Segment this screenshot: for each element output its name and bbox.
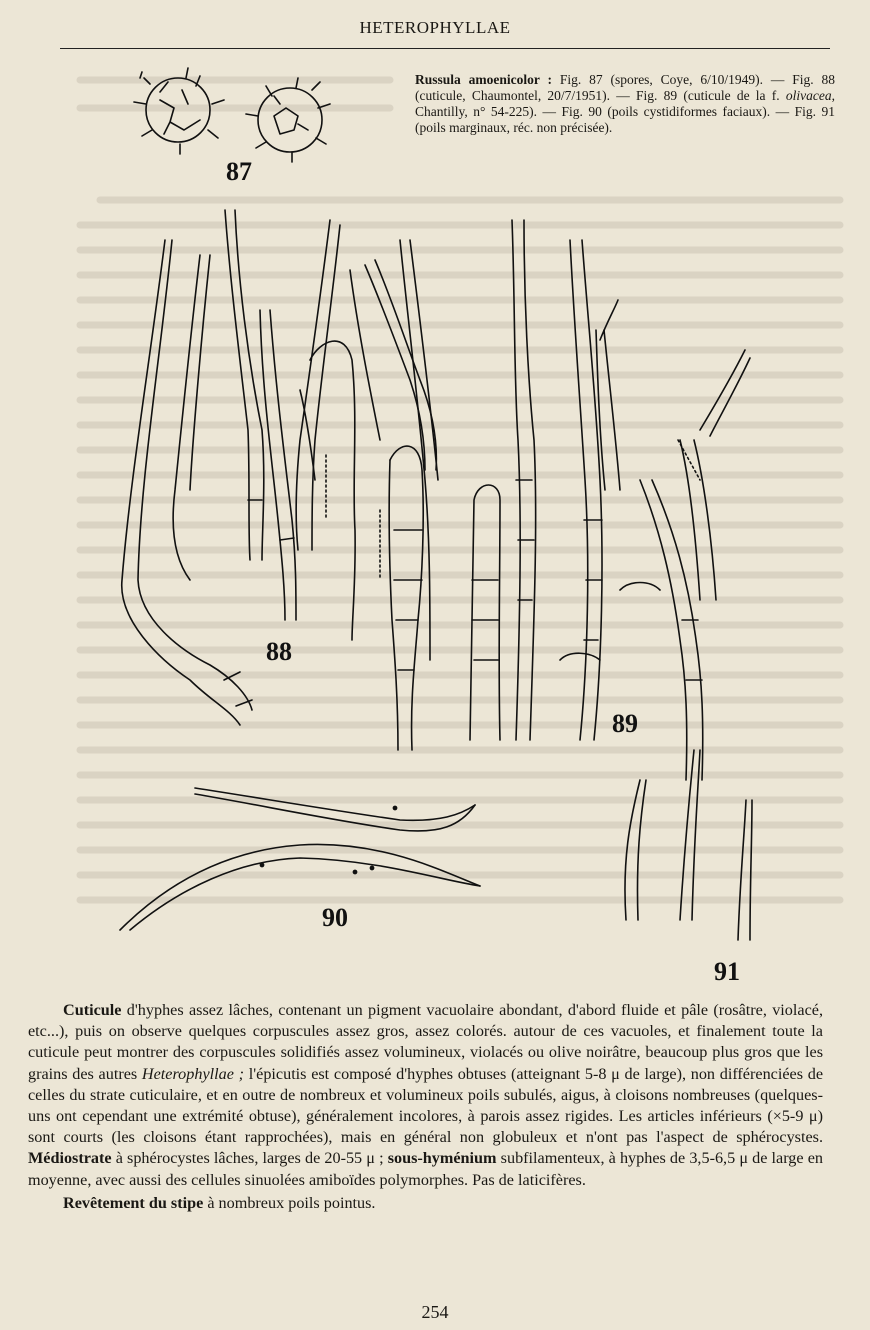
cuticule-text-1: d'hyphes assez lâches, contenant un pigment vacuolaire abondant, d'abord fluide et pâle (rosâtre, violacé, etc...), puis on observe quelques corpuscules assez gros, assez colorés. autour de ces vacuoles, et finalement toute la cuticule peut montrer des corpuscules solidifiés assez volumineux, violacés ou olive noirâtre, beaucoup plus gros que les grains des autres (28, 1001, 823, 1083)
cuticule-paragraph (28, 1000, 823, 1191)
soushymenium-heading: sous-hyménium (387, 1149, 497, 1168)
figure-drawings (0, 60, 870, 990)
facial-hairs-drawing (120, 788, 480, 930)
cuticule-heading: Cuticule (63, 1001, 122, 1019)
running-header: HETEROPHYLLAE (359, 18, 511, 37)
figure-88-label: 88 (266, 637, 292, 666)
caption-text-part1: Fig. 87 (spores, Coye, 6/10/1949). — Fig. 88 (cuticule, Chaumontel, 20/7/1951). — Fig. 89 (cuticule de la f. (415, 72, 839, 103)
mediostrate-heading: Médiostrate (28, 1149, 112, 1168)
revetement-heading: Revêtement du stipe (63, 1193, 204, 1212)
figure-89-label: 89 (612, 709, 638, 738)
figure-caption (415, 72, 839, 136)
figure-90-label: 90 (322, 903, 348, 932)
figure-87-label: 87 (226, 157, 252, 186)
figure-91-label: 91 (714, 957, 740, 986)
caption-species: Russula amoenicolor : (415, 72, 552, 87)
soushymenium-text: subfilamenteux, à hyphes de 3,5-6,5 μ de large en moyenne, avec aussi des cellules sinuolées amiboïdes polymorphes. Pas de laticifères. (28, 1149, 823, 1189)
revetement-text: à nombreux poils pointus. (203, 1193, 376, 1212)
caption-form-name: olivacea (785, 88, 832, 103)
body-text (28, 1000, 823, 1214)
cuticule-text-2: l'épicutis est composé d'hyphes obtuses (atteignant 5-8 μ de large), non différenciées de celles du strate cuticulaire, et en outre de nombreux et volumineux poils subulés, aigus, à cloisons nombreuses (quelques-uns ont cependant une extrémité obtuse), généralement incolores, à parois assez rigides. Les articles inférieurs (×5-9 μ) sont courts (les cloisons étant rapprochées), mais en général non globuleux et n'ont pas l'aspect de sphérocystes. (28, 1064, 824, 1147)
spore-drawing-right (246, 78, 330, 162)
cuticle-hyphae-drawing (122, 210, 438, 750)
marginal-hairs-drawing (625, 750, 752, 940)
caption-text-part2: , Chantilly, n° 54-225). — Fig. 90 (poils cystidiformes faciaux). — Fig. 91 (poils marginaux, réc. non précisée). (415, 88, 839, 135)
spore-drawing-left (134, 68, 224, 154)
revetement-paragraph (28, 1193, 823, 1214)
heterophyllae-italic: Heterophyllae ; (141, 1064, 245, 1083)
header-rule (60, 48, 830, 49)
page-number: 254 (421, 1302, 449, 1322)
cuticle-olivacea-drawing (470, 220, 750, 780)
mediostrate-text: à sphérocystes lâches, larges de 20-55 μ ; (111, 1149, 388, 1168)
